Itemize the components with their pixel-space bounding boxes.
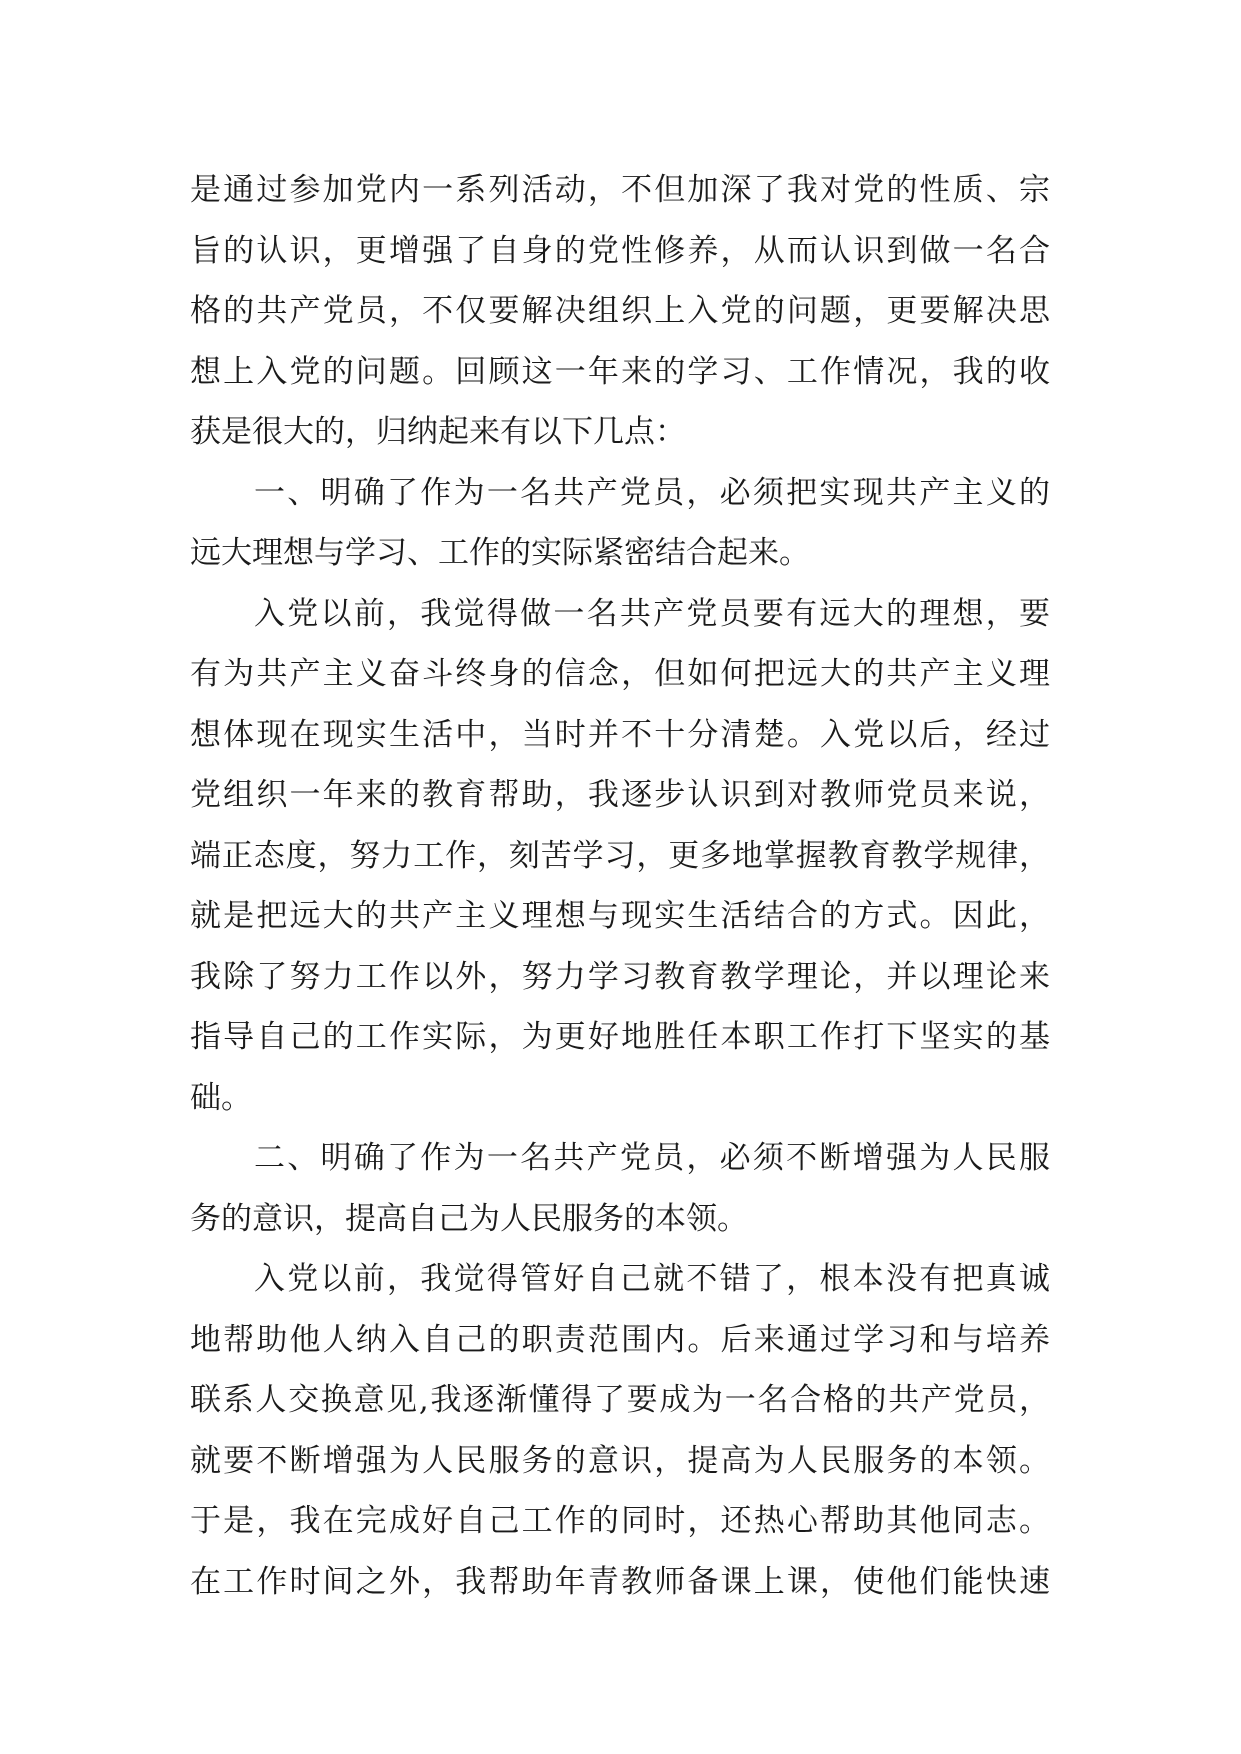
text-line: 入党以前，我觉得管好自己就不错了，根本没有把真诚	[254, 1261, 1050, 1297]
text-line: 党组织一年来的教育帮助，我逐步认识到对教师党员来说，	[190, 777, 1050, 813]
text-line: 二、明确了作为一名共产党员，必须不断增强为人民服	[254, 1140, 1050, 1176]
text-line: 务的意识，提高自己为人民服务的本领。	[190, 1200, 748, 1237]
text-line: 我除了努力工作以外，努力学习教育教学理论，并以理论来	[190, 958, 1050, 995]
text-line: 础。	[190, 1079, 252, 1116]
text-line: 旨的认识，更增强了自身的党性修养，从而认识到做一名合	[190, 232, 1050, 269]
text-line: 就是把远大的共产主义理想与现实生活结合的方式。因此，	[190, 898, 1050, 934]
text-line: 有为共产主义奋斗终身的信念，但如何把远大的共产主义理	[190, 656, 1050, 692]
text-line: 一、明确了作为一名共产党员，必须把实现共产主义的	[254, 474, 1050, 511]
text-line: 就要不断增强为人民服务的意识，提高为人民服务的本领。	[190, 1442, 1050, 1479]
text-line: 想体现在现实生活中，当时并不十分清楚。入党以后，经过	[190, 716, 1050, 753]
text-line: 入党以前，我觉得做一名共产党员要有远大的理想，要	[254, 595, 1050, 632]
text-line: 于是，我在完成好自己工作的同时，还热心帮助其他同志。	[190, 1503, 1050, 1539]
text-line: 端正态度，努力工作，刻苦学习，更多地掌握教育教学规律，	[190, 837, 1050, 874]
body-text	[190, 160, 1050, 1612]
text-line: 远大理想与学习、工作的实际紧密结合起来。	[190, 535, 810, 571]
text-line: 格的共产党员，不仅要解决组织上入党的问题，更要解决思	[190, 293, 1050, 329]
text-line: 是通过参加党内一系列活动，不但加深了我对党的性质、宗	[190, 172, 1050, 208]
text-line: 地帮助他人纳入自己的职责范围内。后来通过学习和与培养	[190, 1321, 1050, 1358]
text-line: 想上入党的问题。回顾这一年来的学习、工作情况，我的收	[190, 353, 1050, 390]
text-line: 指导自己的工作实际，为更好地胜任本职工作打下坚实的基	[190, 1019, 1050, 1055]
text-line: 在工作时间之外，我帮助年青教师备课上课，使他们能快速	[190, 1563, 1050, 1600]
text-line: 获是很大的，归纳起来有以下几点：	[190, 414, 686, 450]
text-line: 联系人交换意见,我逐渐懂得了要成为一名合格的共产党员，	[190, 1382, 1050, 1418]
